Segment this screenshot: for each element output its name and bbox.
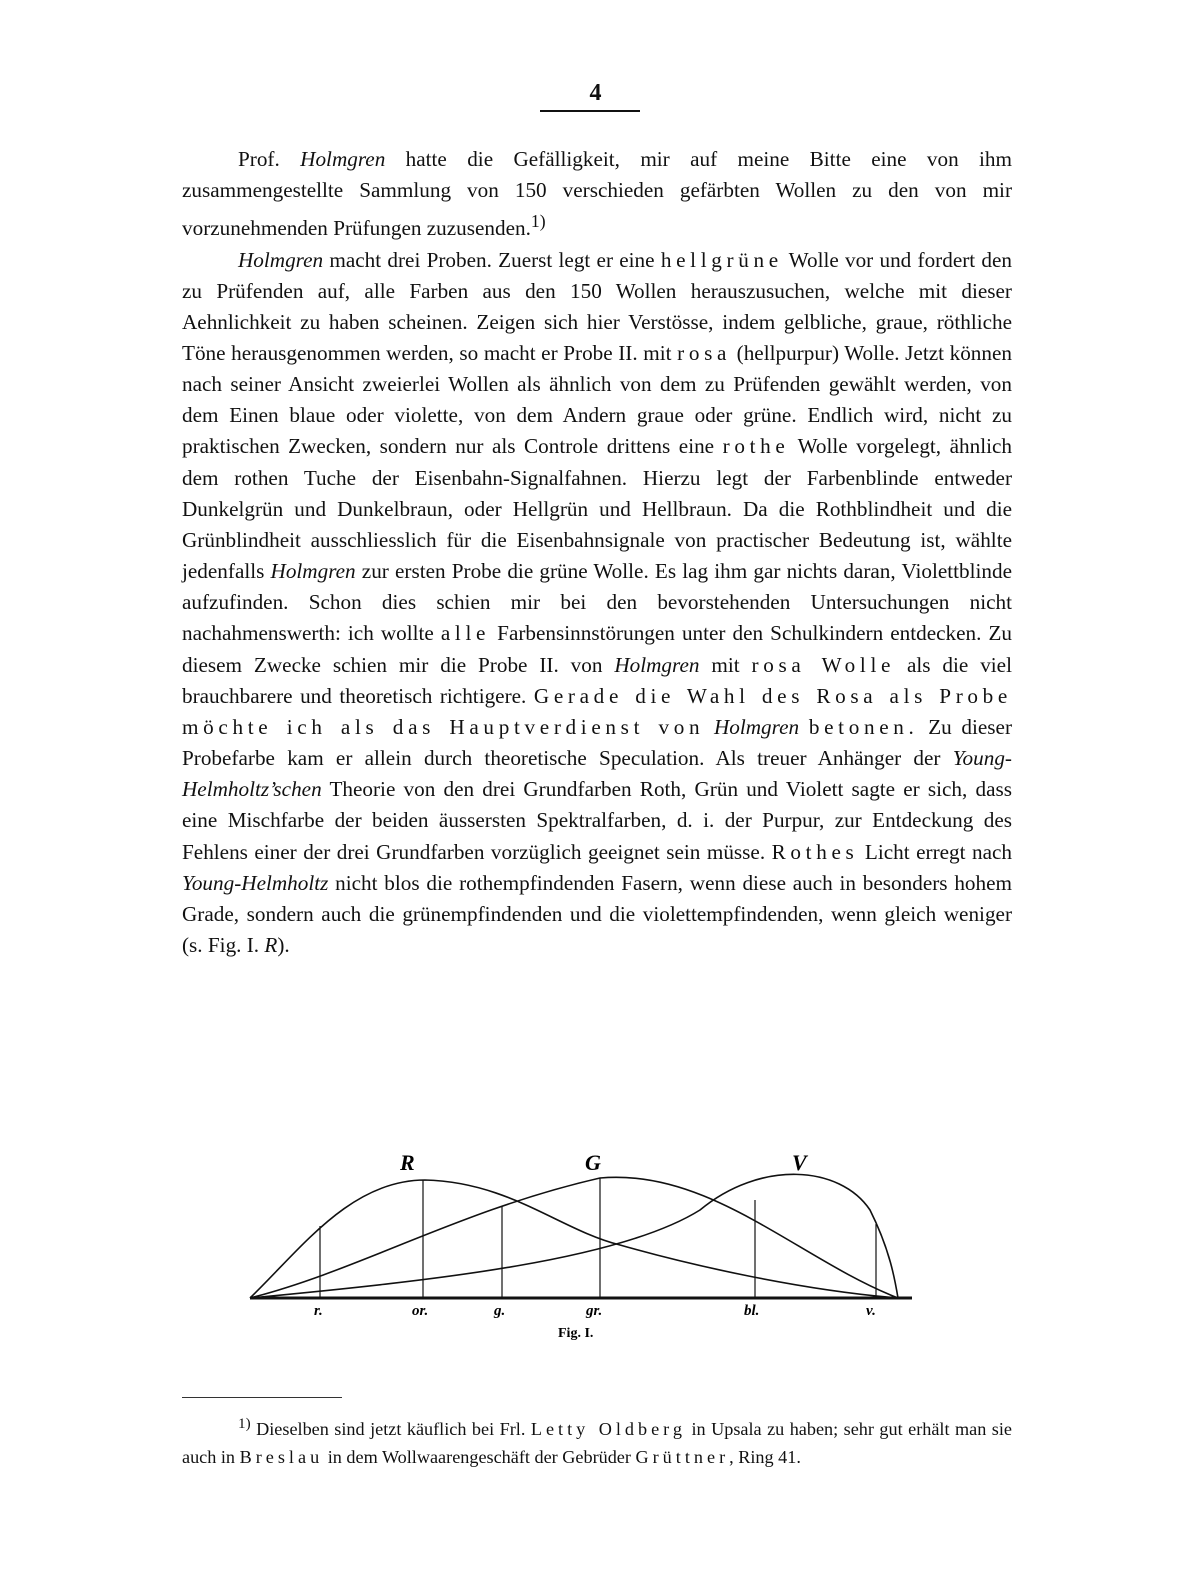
text-run: hatte die Gefälligkeit, mir auf meine Bitte eine von ihm zusammengestellte Sammlung von 150 verschieden gefärbten Wollen zu den von mir vorzunehmenden Prüfungen zuzusenden. bbox=[182, 147, 1012, 241]
footnote-text bbox=[182, 1410, 1012, 1471]
text-run: Licht erregt nach bbox=[858, 839, 1013, 864]
body-text bbox=[182, 144, 1012, 961]
italic-run: Holmgren bbox=[614, 652, 700, 677]
text-run: Theorie von den drei Grundfarben Roth, Grün und Violett sagte er sich, dass eine Mischfarbe der beiden äussersten Spektralfarben, d. i. der Purpur, zur Entdeckung des Fehlens einer der drei Grundfarben vorzüglich geeignet sein müsse. bbox=[182, 777, 1012, 864]
axis-label: r. bbox=[314, 1303, 323, 1319]
axis-label: v. bbox=[866, 1303, 876, 1319]
spaced-run: rosa bbox=[677, 341, 732, 365]
italic-run: Young-Helmholtz’schen bbox=[182, 746, 1012, 802]
text-run: Wolle vorgelegt, ähnlich dem rothen Tuche der Eisenbahn-Signalfahnen. Hierzu legt der Farbenblinde entweder Dunkelgrün und Dunkelbraun, oder Hellgrün und Hellbraun. Da die Rothblindheit und die Grünblindheit ausschliesslich für die Eisenbahnsignale von practischer Bedeutung ist, wählte jedenfalls bbox=[182, 434, 1012, 584]
spaced-run: Gerade die Wahl des Rosa als Probe möchte ich als das Hauptverdienst von bbox=[182, 683, 1012, 739]
spaced-run: alle bbox=[440, 621, 491, 646]
paragraph bbox=[182, 245, 1012, 962]
text-run: Wolle vor und fordert den zu Prüfenden auf, alle Farben aus den 150 Wollen herauszusuchen, welche mit dieser Aehnlichkeit zu haben scheinen. Zeigen sich hier Verstösse, indem gelbliche, graue, röthliche Töne herausgenommen werden, so macht er Probe II. mit bbox=[182, 247, 1012, 365]
text-run: in Upsala zu haben; sehr gut erhält man sie auch in bbox=[182, 1419, 1012, 1468]
curve-label-r: R bbox=[400, 1150, 415, 1175]
text-run: (hellpurpur) Wolle. Jetzt können nach seiner Ansicht zweierlei Wollen als ähnlich von dem zu Prüfenden gewählt werden, von dem Einen blaue oder violette, von dem Andern graue oder grüne. Endlich wird, nicht zu praktischen Zwecken, sondern nur als Controle drittens eine bbox=[182, 341, 1012, 459]
italic-run: Holmgren bbox=[270, 559, 356, 584]
text-run: Dieselben sind jetzt käuflich bei Frl. bbox=[250, 1419, 531, 1440]
text-run bbox=[799, 715, 809, 739]
spaced-run: betonen. bbox=[808, 714, 919, 739]
axis-label: bl. bbox=[744, 1303, 760, 1319]
axis-label: gr. bbox=[586, 1303, 603, 1319]
text-run: zur ersten Probe die grüne Wolle. Es lag ihm gar nichts daran, Violettblinde aufzufinden. Schon dies schien mir bei den bevorstehenden Untersuchungen nicht nachahmenswerth: ich wollte bbox=[182, 559, 1012, 646]
spaced-run: Grüttner bbox=[635, 1447, 730, 1468]
spaced-run: rosa Wolle bbox=[751, 652, 896, 677]
footnote-rule bbox=[182, 1397, 342, 1398]
curve-red bbox=[250, 1180, 898, 1298]
header-rule bbox=[540, 110, 640, 112]
footnote bbox=[182, 1410, 1012, 1471]
text-run: ). bbox=[277, 932, 290, 957]
text-run: nicht blos die rothempfindenden Fasern, wenn diese auch in besonders hohem Grade, sondern auch die grünempfindenden und die violettempfindenden, wenn gleich weniger (s. Fig. I. bbox=[182, 870, 1012, 957]
figure-sensitivity-curves bbox=[240, 1150, 940, 1352]
text-run: , Ring 41. bbox=[729, 1447, 801, 1468]
curve-label-v: V bbox=[792, 1150, 807, 1175]
italic-run: Holmgren bbox=[238, 247, 324, 272]
axis-label: g. bbox=[494, 1303, 506, 1319]
page-number: 4 bbox=[589, 80, 602, 106]
spaced-run: Rothes bbox=[771, 839, 859, 864]
italic-run: Holmgren bbox=[300, 147, 386, 171]
text-run: macht drei Proben. Zuerst legt er eine bbox=[323, 247, 661, 272]
text-run: Prof. bbox=[238, 147, 301, 171]
text-run: in dem Wollwaarengeschäft der Gebrüder bbox=[323, 1447, 636, 1468]
spaced-run: Breslau bbox=[239, 1447, 324, 1468]
italic-run: R bbox=[264, 932, 278, 957]
spaced-run: hellgrüne bbox=[660, 247, 783, 272]
text-run: als die viel brauchbarere und theoretisch richtigere. bbox=[182, 652, 1012, 708]
text-run bbox=[704, 715, 714, 739]
footnote-mark: 1) bbox=[530, 211, 546, 232]
figure-caption: Fig. I. bbox=[558, 1326, 594, 1341]
spaced-run: Letty Oldberg bbox=[530, 1419, 687, 1440]
axis-label: or. bbox=[412, 1303, 429, 1319]
paragraph bbox=[182, 144, 1012, 245]
curve-label-g: G bbox=[585, 1150, 601, 1175]
curve-violet bbox=[250, 1174, 898, 1298]
spaced-run: rothe bbox=[722, 434, 790, 459]
italic-run: Young-Helmholtz bbox=[182, 870, 329, 895]
italic-run: Holmgren bbox=[713, 714, 800, 739]
text-run: mit bbox=[699, 652, 752, 677]
text-run: Farbensinnstörungen unter den Schulkindern entdecken. Zu diesem Zwecke schien mir die Probe II. von bbox=[182, 621, 1012, 677]
figure-svg bbox=[240, 1150, 940, 1352]
text-run: Zu dieser Probefarbe kam er allein durch theoretische Speculation. Als treuer Anhänger der bbox=[182, 714, 1013, 771]
footnote-mark: 1) bbox=[238, 1415, 251, 1432]
curve-green bbox=[250, 1177, 898, 1298]
